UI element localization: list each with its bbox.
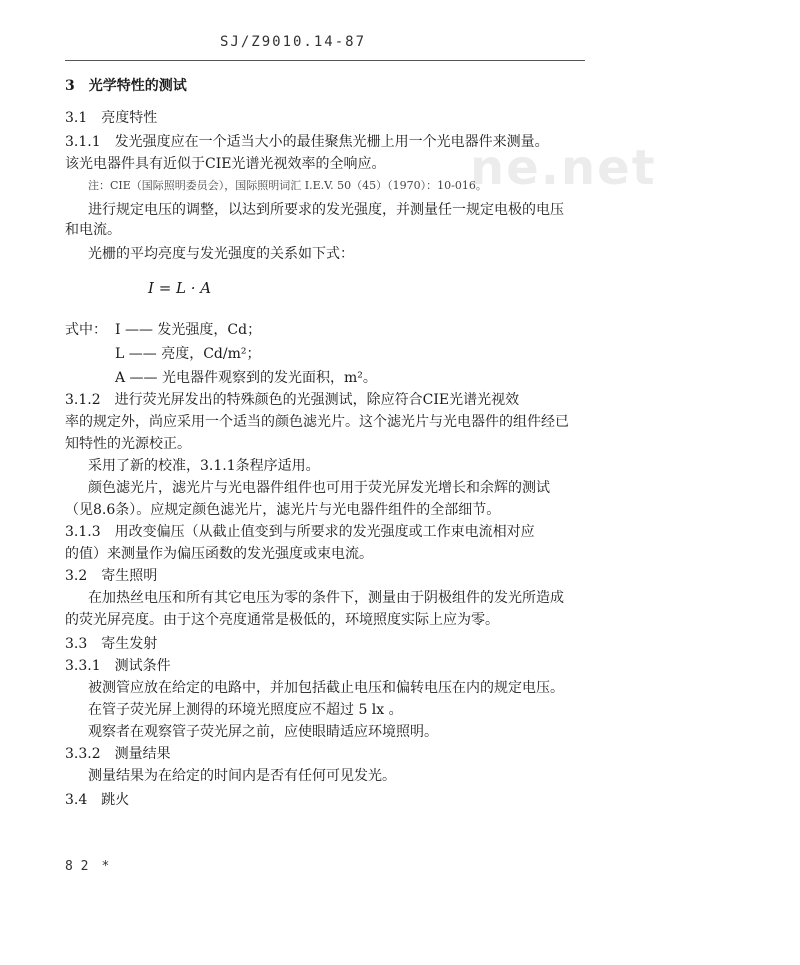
formula: I = L · A bbox=[148, 279, 212, 297]
paragraph-line: 3.1.2 进行荧光屏发出的特殊颜色的光强测试，除应符合CIE光谱光视效 bbox=[65, 392, 520, 408]
paragraph-line: 知特性的光源校正。 bbox=[65, 436, 191, 452]
paragraph-line: 和电流。 bbox=[65, 222, 121, 238]
paragraph-line: 该光电器件具有近似于CIE光谱光视效率的全响应。 bbox=[65, 156, 386, 172]
note-line: 注：CIE（国际照明委员会），国际照明词汇 I.E.V. 50（45）（1970）：10-016。 bbox=[88, 179, 487, 192]
variable-definition: A —— 光电器件观察到的发光面积，m²。 bbox=[115, 370, 377, 386]
subsection-heading: 3.1 亮度特性 bbox=[65, 110, 158, 126]
paragraph-line: 率的规定外，尚应采用一个适当的颜色滤光片。这个滤光片与光电器件的组件经已 bbox=[65, 414, 569, 430]
variable-definition: L —— 亮度，Cd/m²； bbox=[115, 346, 261, 362]
paragraph-line: 的值）来测量作为偏压函数的发光强度或束电流。 bbox=[65, 546, 373, 562]
subsection-heading: 3.3.2 测量结果 bbox=[65, 746, 171, 762]
paragraph-line: 进行规定电压的调整，以达到所要求的发光强度，并测量任一规定电极的电压 bbox=[88, 202, 564, 218]
paragraph-line: 3.1.3 用改变偏压（从截止值变到与所要求的发光强度或工作束电流相对应 bbox=[65, 524, 535, 540]
paragraph-line: 观察者在观察管子荧光屏之前，应使眼睛适应环境照明。 bbox=[88, 724, 438, 740]
header-rule bbox=[65, 60, 585, 61]
section-title: 3 光学特性的测试 bbox=[65, 78, 187, 94]
paragraph-line: 在管子荧光屏上测得的环境光照度应不超过 5 lx 。 bbox=[88, 702, 403, 718]
subsection-heading: 3.4 跳火 bbox=[65, 792, 130, 808]
subsection-heading: 3.2 寄生照明 bbox=[65, 568, 158, 584]
page-footer: 8 2 * bbox=[65, 859, 110, 874]
paragraph-line: 测量结果为在给定的时间内是否有任何可见发光。 bbox=[88, 768, 396, 784]
paragraph-line: 颜色滤光片，滤光片与光电器件组件也可用于荧光屏发光增长和余辉的测试 bbox=[88, 480, 550, 496]
variable-definition: I —— 发光强度，Cd； bbox=[115, 322, 262, 338]
standard-number-header: SJ/Z9010.14-87 bbox=[220, 34, 367, 50]
paragraph-line: 光栅的平均亮度与发光强度的关系如下式： bbox=[88, 246, 354, 262]
watermark: ne.net bbox=[470, 140, 657, 196]
paragraph-line: （见8.6条）。应规定颜色滤光片，滤光片与光电器件组件的全部细节。 bbox=[65, 502, 501, 518]
paragraph-line: 的荧光屏亮度。由于这个亮度通常是极低的，环境照度实际上应为零。 bbox=[65, 612, 499, 628]
paragraph-line: 采用了新的校准，3.1.1条程序适用。 bbox=[88, 458, 320, 474]
subsection-heading: 3.3.1 测试条件 bbox=[65, 658, 171, 674]
where-label: 式中： bbox=[65, 322, 107, 338]
paragraph-line: 被测管应放在给定的电路中，并加包括截止电压和偏转电压在内的规定电压。 bbox=[88, 680, 564, 696]
paragraph-line: 3.1.1 发光强度应在一个适当大小的最佳聚焦光栅上用一个光电器件来测量。 bbox=[65, 134, 549, 150]
paragraph-line: 在加热丝电压和所有其它电压为零的条件下，测量由于阴极组件的发光所造成 bbox=[88, 590, 564, 606]
subsection-heading: 3.3 寄生发射 bbox=[65, 636, 158, 652]
